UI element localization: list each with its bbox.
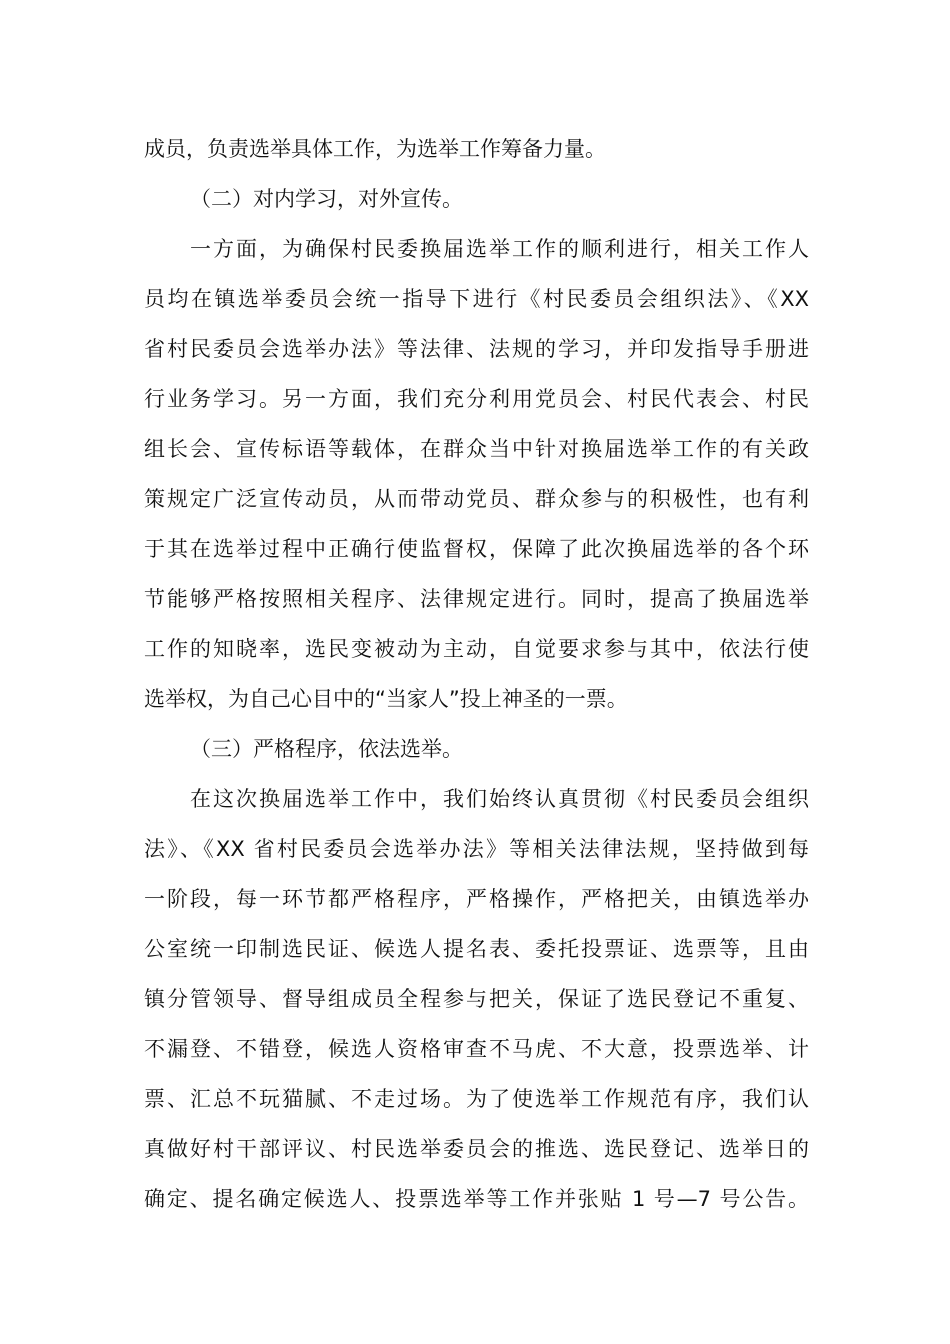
- paragraph-line: 节能够严格按照相关程序、法律规定进行。同时，提高了换届选举: [144, 587, 809, 611]
- paragraph-line: 确定、提名确定候选人、投票选举等工作并张贴 1 号—7 号公告。: [144, 1187, 809, 1211]
- paragraph-line: 工作的知晓率，选民变被动为主动，自觉要求参与其中，依法行使: [144, 637, 809, 661]
- paragraph-line: 选举权，为自己心目中的“当家人”投上神圣的一票。: [144, 687, 628, 711]
- paragraph-line: 法》、《XX 省村民委员会选举办法》等相关法律法规，坚持做到每: [144, 837, 809, 861]
- paragraph-line: 成员，负责选举具体工作，为选举工作筹备力量。: [144, 137, 606, 161]
- section-heading: （三）严格程序，依法选举。: [190, 737, 463, 761]
- paragraph-line: 省村民委员会选举办法》等法律、法规的学习，并印发指导手册进: [144, 337, 809, 361]
- paragraph-line: 于其在选举过程中正确行使监督权，保障了此次换届选举的各个环: [144, 537, 809, 561]
- paragraph-line: 公室统一印制选民证、候选人提名表、委托投票证、选票等，且由: [144, 937, 809, 961]
- paragraph-line: 一阶段，每一环节都严格程序，严格操作，严格把关，由镇选举办: [144, 887, 809, 911]
- paragraph-line: 票、汇总不玩猫腻、不走过场。为了使选举工作规范有序，我们认: [144, 1087, 809, 1111]
- paragraph-line: 员均在镇选举委员会统一指导下进行《村民委员会组织法》、《XX: [144, 287, 809, 311]
- paragraph-line: 一方面，为确保村民委换届选举工作的顺利进行，相关工作人: [190, 237, 809, 261]
- paragraph-line: 不漏登、不错登，候选人资格审查不马虎、不大意，投票选举、计: [144, 1037, 809, 1061]
- paragraph-line: 组长会、宣传标语等载体，在群众当中针对换届选举工作的有关政: [144, 437, 809, 461]
- paragraph-line: 镇分管领导、督导组成员全程参与把关，保证了选民登记不重复、: [144, 987, 809, 1011]
- paragraph-line: 在这次换届选举工作中，我们始终认真贯彻《村民委员会组织: [190, 787, 809, 811]
- paragraph-line: 策规定广泛宣传动员，从而带动党员、群众参与的积极性，也有利: [144, 487, 809, 511]
- section-heading: （二）对内学习，对外宣传。: [190, 187, 463, 211]
- paragraph-line: 行业务学习。另一方面，我们充分利用党员会、村民代表会、村民: [144, 387, 809, 411]
- paragraph-line: 真做好村干部评议、村民选举委员会的推选、选民登记、选举日的: [144, 1137, 809, 1161]
